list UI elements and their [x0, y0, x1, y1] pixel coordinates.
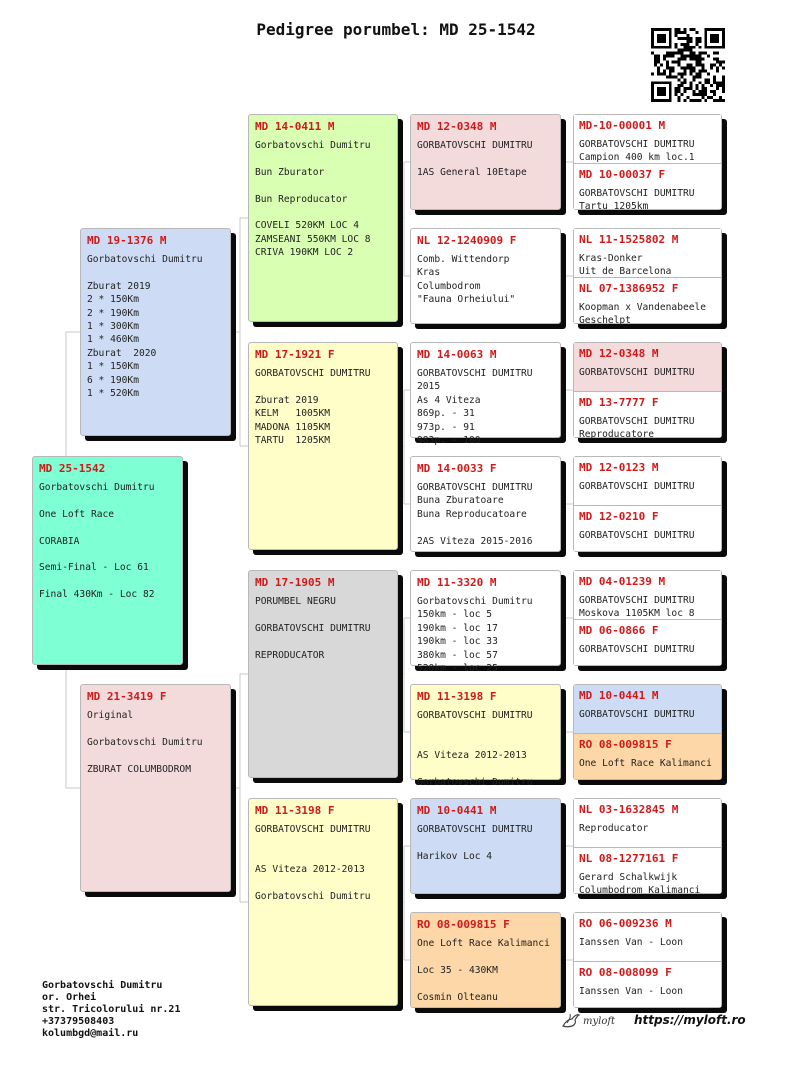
card-info-line: Kras [417, 267, 441, 279]
card-info-line [39, 575, 176, 588]
card-info-line: 2 * 150Km [87, 294, 139, 306]
card-info-line: Buna Reproducatoare [417, 508, 527, 520]
card-info-line: Loc 35 - 430KM [417, 964, 498, 976]
card-info-line: Zburat 2019 [255, 394, 319, 406]
dam-ancestor-card[interactable] [574, 961, 721, 1007]
sire-ancestor-card[interactable] [574, 913, 721, 963]
card-info-line [255, 206, 391, 219]
card-info-line: Gorbatovschi Dumitru [417, 596, 533, 607]
card-info-line: Cosmin Olteanu [417, 991, 498, 1003]
card-info-line: GORBATOVSCHI DUMITRU [579, 595, 695, 606]
card-info-line: "Fauna Orheiului" [417, 294, 516, 306]
card-info-line [39, 521, 176, 534]
card-info-line: 150km - loc 5 [417, 609, 493, 621]
card-info-line [87, 266, 224, 279]
card-info-line: Columbodrom [417, 280, 481, 292]
ring-number: MD 12-0123 M [579, 461, 659, 474]
great-grandparent-card[interactable] [410, 114, 561, 210]
card-info-line: Gorbatovschi Dumitru [39, 482, 155, 493]
card-info-line: Zburat 2020 [87, 347, 157, 359]
card-info-line: Original [87, 710, 134, 721]
card-info-line [417, 977, 554, 990]
sire-ancestor-card[interactable] [574, 115, 721, 165]
sire-ancestor-card[interactable] [574, 799, 721, 849]
card-info-line: Buna Zburatoare [417, 495, 504, 507]
ring-number: MD 11-3320 M [417, 576, 497, 589]
ring-number: MD 12-0348 M [579, 347, 659, 360]
card-info-line [39, 548, 176, 561]
card-info-line [417, 763, 554, 776]
card-info-line: GORBATOVSCHI DUMITRU [417, 710, 533, 721]
card-info-line: GORBATOVSCHI DUMITRU [579, 188, 695, 199]
great-grandparent-card[interactable] [410, 570, 561, 675]
ring-number: MD 11-3198 F [255, 804, 335, 817]
ring-number: MD 21-3419 F [87, 690, 167, 703]
card-info-line: Reproducator [579, 823, 649, 834]
card-info-line: Uit de Barcelona [579, 266, 672, 278]
ring-number: MD 10-00037 F [579, 168, 666, 181]
dam-ancestor-card[interactable] [574, 391, 721, 441]
owner-info [42, 980, 180, 1040]
great-grandparent-card[interactable] [410, 798, 561, 894]
owner-street: str. Tricolorului nr.21 [42, 1004, 181, 1015]
card-info-line: 520km - loc 25 [417, 663, 498, 675]
card-info-line: Bun Zburator [255, 166, 325, 178]
card-info-line: GORBATOVSCHI DUMITRU [579, 139, 695, 150]
card-info-line [417, 836, 554, 849]
card-info-line: Gorbatovschi Dumitru [87, 254, 203, 265]
page-title: Pedigree porumbel: MD 25-1542 [256, 20, 536, 39]
grandparent-card[interactable] [248, 114, 398, 322]
card-info-line: As 4 Viteza [417, 394, 481, 406]
card-info-line: GORBATOVSCHI DUMITRU [417, 482, 533, 493]
card-info-line: 380km - loc 57 [417, 649, 498, 661]
ring-number: MD 25-1542 [39, 462, 106, 475]
card-info-line: Zburat 2019 [87, 280, 151, 292]
card-info-line: PORUMBEL NEGRU [255, 596, 336, 607]
dam-ancestor-card[interactable] [574, 733, 721, 779]
ring-number: MD 10-0441 M [579, 689, 659, 702]
card-info-line [417, 521, 554, 534]
great-great-grandparents-pair [573, 912, 722, 1008]
ring-number: MD 04-01239 M [579, 575, 666, 588]
ring-number: NL 11-1525802 M [579, 233, 679, 246]
ring-number: MD 12-0210 F [579, 510, 659, 523]
ring-number: MD 14-0033 F [417, 462, 497, 475]
sire-card[interactable] [80, 228, 231, 436]
card-info-line: 1 * 520Km [87, 388, 139, 400]
card-info-line [87, 722, 224, 735]
ring-number: MD 12-0348 M [417, 120, 497, 133]
card-info-line: 869p. - 31 [417, 408, 475, 420]
card-info-line: GORBATOVSCHI DUMITRU [255, 622, 371, 634]
card-info-line: GORBATOVSCHI DUMITRU [579, 481, 695, 492]
card-info-line: Kras-Donker [579, 253, 643, 264]
card-info-line [255, 635, 391, 648]
great-grandparent-card[interactable] [410, 684, 561, 788]
dam-ancestor-card[interactable] [574, 277, 721, 327]
dam-card[interactable] [80, 684, 231, 892]
myloft-logo [561, 1012, 615, 1030]
owner-city: or. Orhei [42, 992, 97, 1003]
card-info-line: One Loft Race Kalimanci [579, 758, 712, 769]
card-info-line: Columbodrom Kalimanci [579, 885, 701, 897]
sire-ancestor-card[interactable] [574, 571, 721, 621]
great-great-grandparents-pair [573, 342, 722, 441]
ring-number: MD 19-1376 M [87, 234, 167, 247]
card-info-line: Harikov Loc 4 [417, 850, 493, 862]
card-info-line [255, 608, 391, 621]
card-info-line: Gorbatovschi Dumitru [417, 776, 533, 788]
card-info-line: GORBATOVSCHI DUMITRU [579, 530, 695, 541]
dam-ancestor-card[interactable] [574, 847, 721, 897]
card-info-line [417, 736, 554, 749]
card-info-line: Moskova 1105KM loc 8 [579, 608, 695, 620]
card-info-line: 2 * 190Km [87, 307, 139, 319]
card-info-line: Bun Reproducator [255, 193, 348, 205]
card-info-line: GORBATOVSCHI DUMITRU [579, 709, 695, 720]
subject-card[interactable] [32, 456, 183, 665]
sire-ancestor-card[interactable] [574, 343, 721, 393]
ring-number: MD 06-0866 F [579, 624, 659, 637]
ring-number: MD 10-0441 M [417, 804, 497, 817]
logo-text: myloft [583, 1015, 616, 1027]
great-great-grandparents-pair [573, 570, 722, 666]
ring-number: MD 13-7777 F [579, 396, 659, 409]
card-info-line [255, 850, 391, 863]
card-info-line: Campion 400 km loc.1 [579, 152, 695, 164]
ring-number: NL 07-1386952 F [579, 282, 679, 295]
card-info-line: AS Viteza 2012-2013 [255, 864, 365, 876]
website-link[interactable]: https://myloft.ro [634, 1013, 746, 1027]
card-info-line: One Loft Race Kalimanci [417, 938, 550, 949]
card-info-line: ZBURAT COLUMBODROM [87, 763, 191, 775]
great-grandparent-card[interactable] [410, 456, 561, 552]
dam-ancestor-card[interactable] [574, 619, 721, 665]
card-info-line: Geschelpt [579, 315, 631, 327]
card-info-line: KELM 1005KM [255, 408, 331, 420]
card-info-line: GORBATOVSCHI DUMITRU [579, 416, 695, 427]
ring-number: RO 06-009236 M [579, 917, 672, 930]
card-info-line: GORBATOVSCHI DUMITRU [417, 824, 533, 835]
card-info-line [417, 950, 554, 963]
great-grandparent-card[interactable] [410, 912, 561, 1008]
card-info-line: 2AS Viteza 2015-2016 [417, 535, 533, 547]
card-info-line: AS Viteza 2012-2013 [417, 750, 527, 762]
ring-number: MD-10-00001 M [579, 119, 666, 132]
card-info-line: Ianssen Van - Loon [579, 937, 683, 948]
ring-number: NL 08-1277161 F [579, 852, 679, 865]
card-info-line: Koopman x Vandenabeele [579, 302, 707, 313]
card-info-line: Tartu 1205km [579, 201, 649, 213]
card-info-line: Reproducatore [579, 429, 655, 441]
card-info-line: GORBATOVSCHI DUMITRU [579, 367, 695, 378]
card-info-line: COVELI 520KM LOC 4 [255, 220, 359, 232]
sire-ancestor-card[interactable] [574, 685, 721, 735]
card-info-line: 1 * 460Km [87, 334, 139, 346]
ring-number: RO 08-008099 F [579, 966, 672, 979]
card-info-line [417, 722, 554, 735]
card-info-line: 6 * 190Km [87, 374, 139, 386]
card-info-line [255, 877, 391, 890]
card-info-line: GORBATOVSCHI DUMITRU [417, 140, 533, 151]
card-info-line [255, 380, 391, 393]
great-great-grandparents-pair [573, 228, 722, 327]
card-info-line: One Loft Race [39, 508, 115, 520]
card-info-line: 1 * 150Km [87, 361, 139, 373]
card-info-line: GORBATOVSCHI DUMITRU [579, 644, 695, 655]
card-info-line: ZAMSEANI 550KM LOC 8 [255, 233, 371, 245]
card-info-line: Final 430Km - Loc 82 [39, 589, 155, 601]
card-info-line: Gorbatovschi Dumitru [87, 736, 203, 748]
ring-number: RO 08-009815 F [579, 738, 672, 751]
card-info-line: Comb. Wittendorp [417, 254, 510, 265]
ring-number: NL 12-1240909 F [417, 234, 517, 247]
great-grandparent-card[interactable] [410, 228, 561, 324]
dam-ancestor-card[interactable] [574, 163, 721, 213]
card-info-line: GORBATOVSCHI DUMITRU [255, 368, 371, 379]
sire-ancestor-card[interactable] [574, 457, 721, 507]
grandparent-card[interactable] [248, 342, 398, 550]
card-info-line: 1AS General 10Etape [417, 166, 527, 178]
grandparent-card[interactable] [248, 570, 398, 778]
card-info-line: 983p. - 100 [417, 435, 481, 447]
great-great-grandparents-pair [573, 798, 722, 897]
card-info-line: 190km - loc 17 [417, 622, 498, 634]
card-info-line [255, 152, 391, 165]
card-info-line: 1 * 300Km [87, 321, 139, 333]
ring-number: MD 14-0411 M [255, 120, 335, 133]
pigeon-logo-icon [561, 1012, 581, 1030]
ring-number: NL 03-1632845 M [579, 803, 679, 816]
grandparent-card[interactable] [248, 798, 398, 1006]
card-info-line: Semi-Final - Loc 61 [39, 562, 149, 574]
card-info-line: MADONA 1105KM [255, 421, 331, 433]
card-info-line: Gorbatovschi Dumitru [255, 890, 371, 902]
ring-number: MD 17-1921 F [255, 348, 335, 361]
card-info-line [255, 836, 391, 849]
ring-number: MD 14-0063 M [417, 348, 497, 361]
great-great-grandparents-pair [573, 456, 722, 552]
owner-email: kolumbgd@mail.ru [42, 1028, 139, 1039]
card-info-line [417, 152, 554, 165]
dam-ancestor-card[interactable] [574, 505, 721, 551]
card-info-line: CORABIA [39, 535, 80, 547]
ring-number: MD 11-3198 F [417, 690, 497, 703]
card-info-line: CRIVA 190KM LOC 2 [255, 247, 354, 259]
card-info-line [87, 749, 224, 762]
card-info-line: Gorbatovschi Dumitru [255, 140, 371, 151]
card-info-line: 973p. - 91 [417, 421, 475, 433]
great-great-grandparents-pair [573, 684, 722, 780]
card-info-line [39, 494, 176, 507]
card-info-line: Ianssen Van - Loon [579, 986, 683, 997]
card-info-line: 190km - loc 33 [417, 636, 498, 648]
card-info-line: REPRODUCATOR [255, 649, 325, 661]
ring-number: RO 08-009815 F [417, 918, 510, 931]
card-info-line: GORBATOVSCHI DUMITRU [255, 824, 371, 835]
card-info-line: GORBATOVSCHI DUMITRU [417, 368, 533, 379]
card-info-line: TARTU 1205KM [255, 435, 331, 447]
owner-phone: +37379508403 [42, 1016, 115, 1027]
great-grandparent-card[interactable] [410, 342, 561, 447]
owner-name: Gorbatovschi Dumitru [42, 980, 163, 991]
card-info-line: 2015 [417, 381, 441, 393]
great-great-grandparents-pair [573, 114, 722, 213]
card-info-line: Gerard Schalkwijk [579, 872, 678, 883]
card-info-line [255, 179, 391, 192]
ring-number: MD 17-1905 M [255, 576, 335, 589]
sire-ancestor-card[interactable] [574, 229, 721, 279]
